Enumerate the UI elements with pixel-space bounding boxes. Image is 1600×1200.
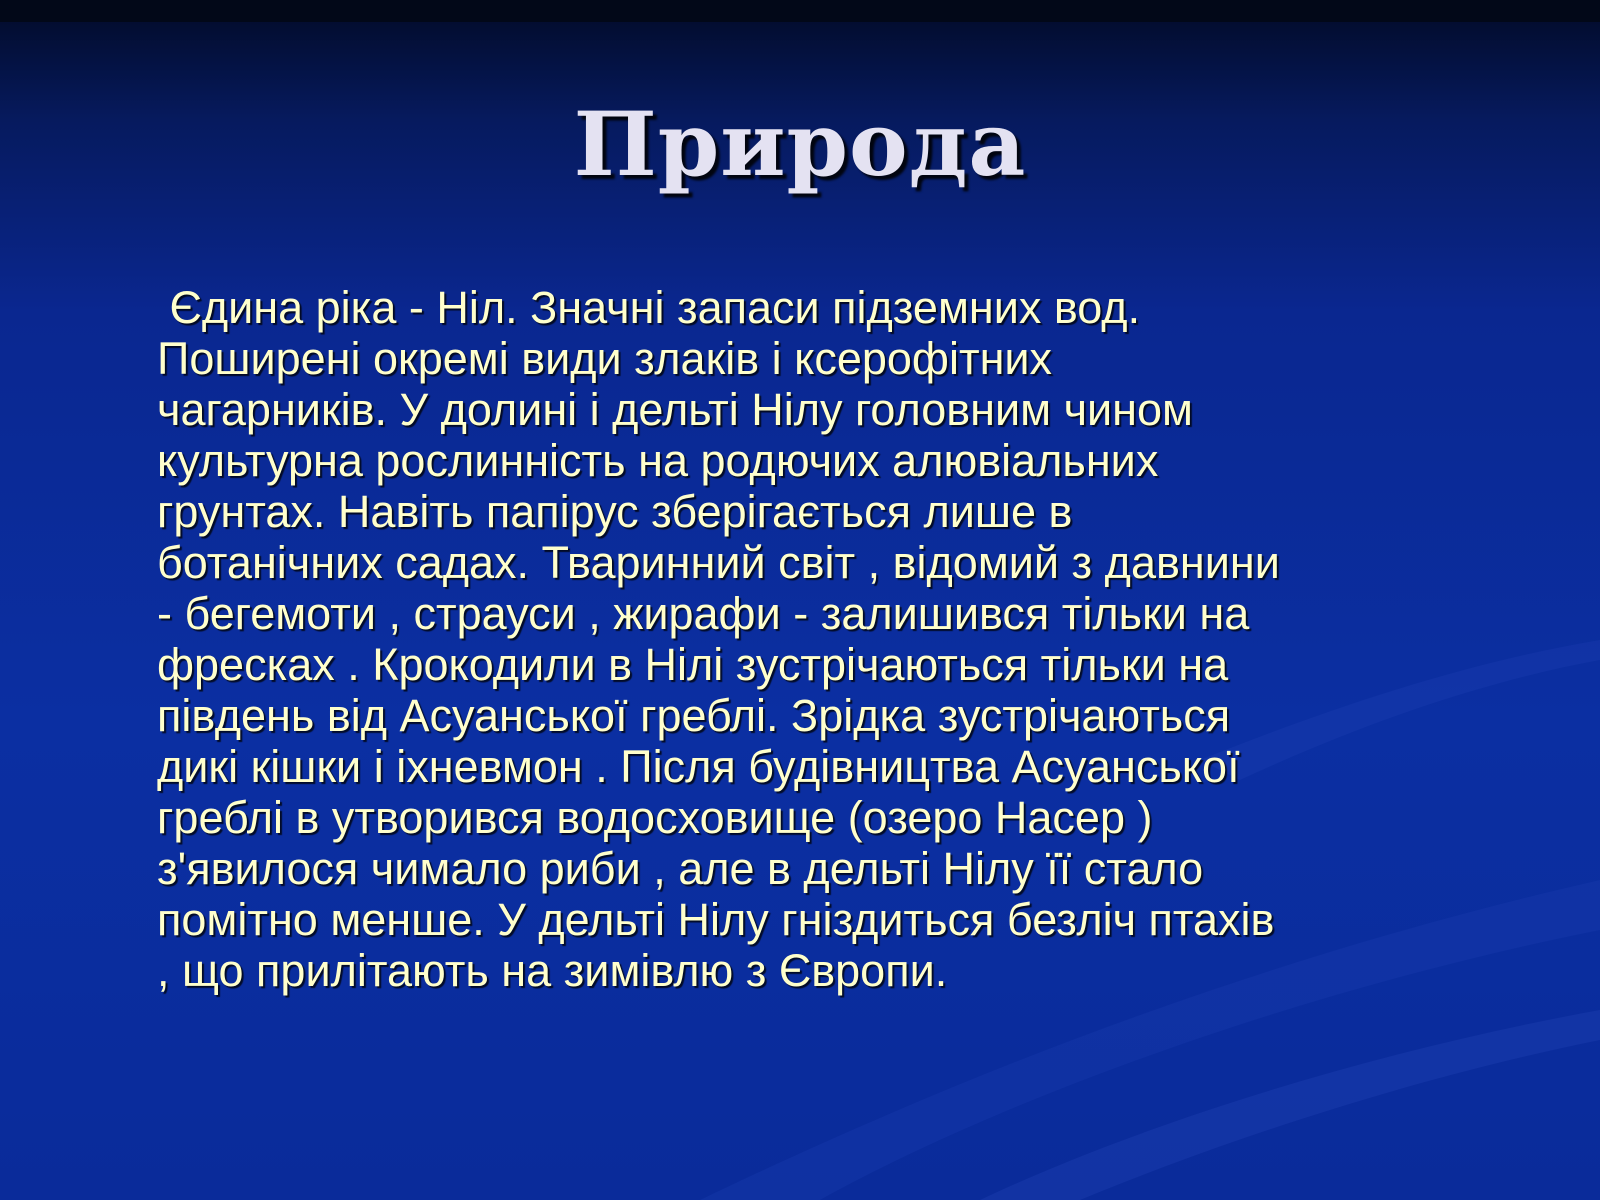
- slide-title: Природа: [573, 92, 1027, 196]
- slide-body-text: Єдина ріка - Ніл. Значні запаси підземних вод. Поширені окремі види злаків і ксерофітних чагарників. У долині і дельті Нілу головним чином культурна рослинність на родючих алювіальних грунтах. Навіть папірус зберігається лише в ботанічних садах. Тваринний світ , відомий з давнини - бегемоти , страуси , жирафи - залишився тільки на фресках . Крокодили в Нілі зустрічаються тільки на південь від Асуанської греблі. Зрідка зустрічаються дикі кішки і іхневмон . Після будівництва Асуанської греблі в утворився водосховище (озеро Насер ) з'явилося чимало риби , але в дельті Нілу її стало помітно менше. У дельті Нілу гніздиться безліч птахів , що прилітають на зимівлю з Європи.: [157, 282, 1280, 996]
